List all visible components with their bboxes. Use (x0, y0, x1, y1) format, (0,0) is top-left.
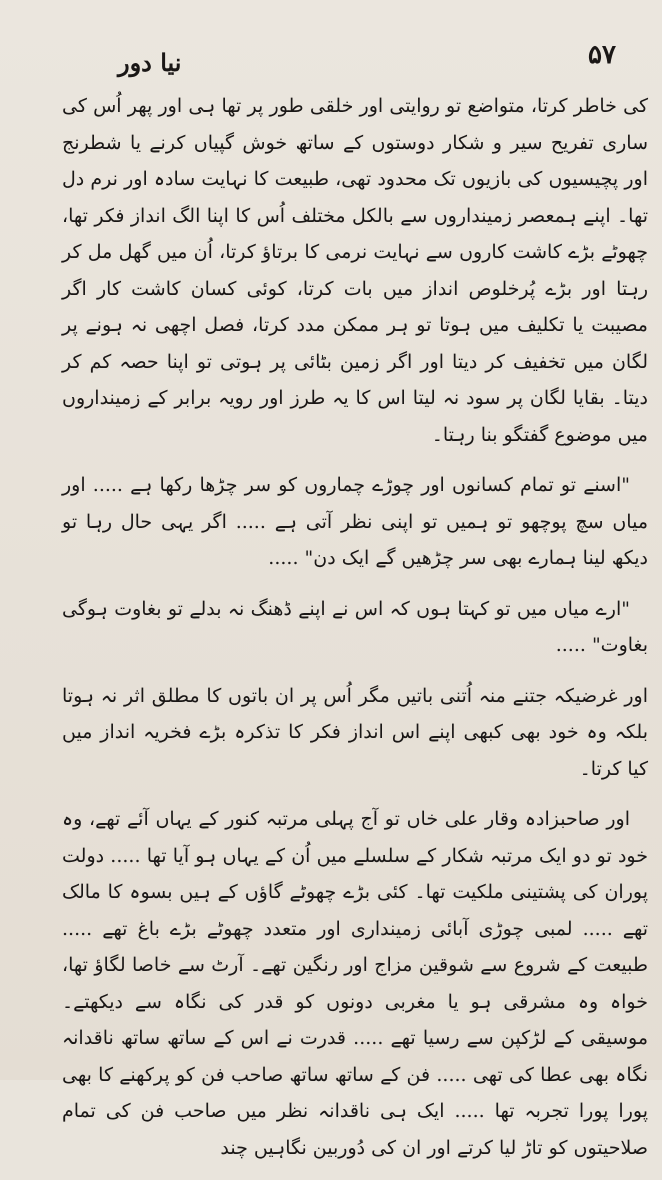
paragraph: "اسنے تو تمام کسانوں اور چوڑے چماروں کو سر چڑھا رکھا ہے ..... اور میاں سچ پوچھو تو ہمیں تو اپنی نظر آتی ہے ..... اگر یہی حال رہا تو دیکھ لینا ہمارے بھی سر چڑھیں گے ایک دن" ..... (62, 474, 648, 569)
paragraph: اور صاحبزادہ وقار علی خاں تو آج پہلی مرتبہ کنور کے یہاں آئے تھے، وہ خود تو دو ایک مرتبہ شکار کے سلسلے میں اُن کے یہاں ہو آیا تھا ..... دولت پوران کی پشتینی ملکیت تھا۔ کئی بڑے چھوٹے گاؤں کے ہیں بسوہ کا مالک تھے ..... لمبی چوڑی آبائی زمینداری اور متعدد چھوٹے بڑے باغ تھے ..... طبیعت کے شروع سے شوقین مزاج اور رنگین تھے۔ آرٹ سے خاصا لگاؤ تھا، خواہ وہ مشرقی ہو یا مغربی دونوں کو قدر کی نگاہ سے دیکھتے۔ موسیقی کے لڑکپن سے رسیا تھے ..... قدرت نے اس کے ساتھ ساتھ ناقدانہ نگاہ بھی عطا کی تھی ..... فن کے ساتھ ساتھ صاحب فن کو پرکھنے کا بھی پورا پورا تجربہ تھا ..... ایک ہی ناقدانہ نظر میں صاحب فن کی تمام صلاحیتوں کو تاڑ لیا کرتے اور ان کی دُوربین نگاہیں چند (62, 808, 648, 1159)
body-text (62, 88, 648, 1180)
paragraph: "ارے میاں میں تو کہتا ہوں کہ اس نے اپنے ڈھنگ نہ بدلے تو بغاوت ہوگی بغاوت" ..... (62, 597, 648, 656)
paragraph: کی خاطر کرتا، متواضع تو روایتی اور خلقی طور پر تھا ہی اور پھر اُس کی ساری تفریح سیر و شکار دوستوں کے ساتھ خوش گپیاں کرنے یا شطرنج اور پچیسیوں کی بازیوں تک محدود تھی، طبیعت کا نہایت سادہ اور نرم دل تھا۔ اپنے ہمعصر زمینداروں سے بالکل مختلف اُس کا اپنا الگ انداز فکر تھا، چھوٹے بڑے کاشت کاروں سے نہایت نرمی کا برتاؤ کرتا، اُن میں گھل مل کر رہتا اور بڑے پُرخلوص انداز میں بات کرتا، کوئی کسان کاشت کار اگر مصیبت یا تکلیف میں ہوتا تو ہر ممکن مدد کرتا، فصل اچھی نہ ہونے پر لگان میں تخفیف کر دیتا اور اگر زمین بٹائی پر ہوتی تو اپنا حصہ کم کر دیتا۔ بقایا لگان پر سود نہ لیتا اس کا یہ طرز اور رویہ برابر کے زمینداروں میں موضوع گفتگو بنا رہتا۔ (62, 95, 648, 446)
page-header (0, 0, 662, 80)
page-number: ۵۷ (588, 40, 616, 70)
paragraph: اور غرضیکہ جتنے منہ اُتنی باتیں مگر اُس پر ان باتوں کا مطلق اثر نہ ہوتا بلکہ وہ خود بھی کبھی اپنے اس انداز فکر کا تذکرہ بڑے فخریہ انداز میں کیا کرتا۔ (62, 684, 648, 780)
running-title: نیا دور (118, 48, 182, 77)
